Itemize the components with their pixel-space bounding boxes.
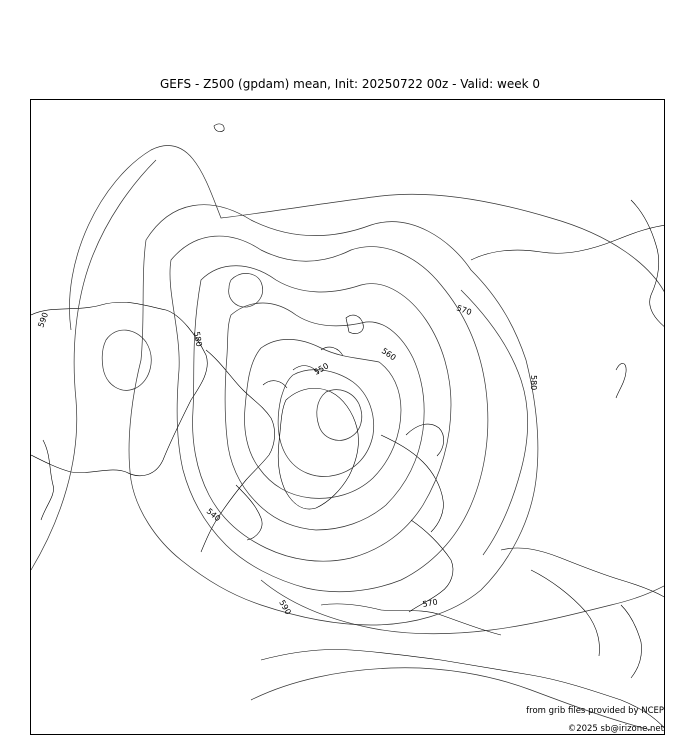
contour-closed-small (229, 273, 263, 307)
contours (31, 145, 665, 730)
coast-mediterranean (321, 604, 501, 635)
coast-alaska (41, 440, 54, 520)
z500-map (31, 100, 665, 735)
coast-russia-east (631, 200, 665, 328)
contour-530 (278, 370, 374, 477)
contour-label: 580 (192, 330, 204, 348)
coast-greenland (278, 388, 358, 509)
contour-label: 550 (312, 361, 331, 377)
contour-label: 580 (529, 375, 538, 391)
coast-arctic-islands (263, 347, 343, 388)
map-title: GEFS - Z500 (gpdam) mean, Init: 20250722 00z - Valid: week 0 (159, 77, 541, 91)
coast-small-island (214, 124, 224, 132)
contour-550 (225, 303, 424, 530)
contour-label: 570 (421, 597, 439, 609)
contour-580 (129, 205, 538, 625)
coast-india (621, 605, 642, 678)
contour-590-south (261, 580, 665, 634)
contour-labels (36, 303, 538, 616)
contour-590-outer (69, 145, 665, 330)
credit-source: from grib files provided by NCEP (526, 706, 664, 716)
contour-label: 570 (455, 303, 473, 318)
coast-scandinavia (406, 424, 444, 456)
coast-siberia (471, 225, 665, 260)
contour-590-closed (102, 330, 151, 390)
contour-560 (193, 266, 451, 561)
coast-north-africa (261, 649, 665, 730)
map-frame (30, 99, 665, 735)
contour-label: 590 (36, 311, 51, 329)
contour-570 (170, 236, 488, 592)
credit-copyright: ©2025 sb@irizone.net (567, 724, 664, 734)
contour-label: 560 (379, 346, 398, 363)
coast-arabia (531, 570, 599, 656)
contour-label: 540 (204, 506, 223, 524)
contour-590-africa (251, 668, 651, 730)
contour-590-west-low (31, 160, 156, 570)
coast-canada-arctic (201, 350, 275, 552)
coastlines (31, 124, 665, 730)
contour-580-east (461, 290, 528, 555)
contour-label: 590 (277, 598, 293, 617)
coast-asia-interior (501, 548, 665, 598)
coast-japan (616, 363, 626, 398)
